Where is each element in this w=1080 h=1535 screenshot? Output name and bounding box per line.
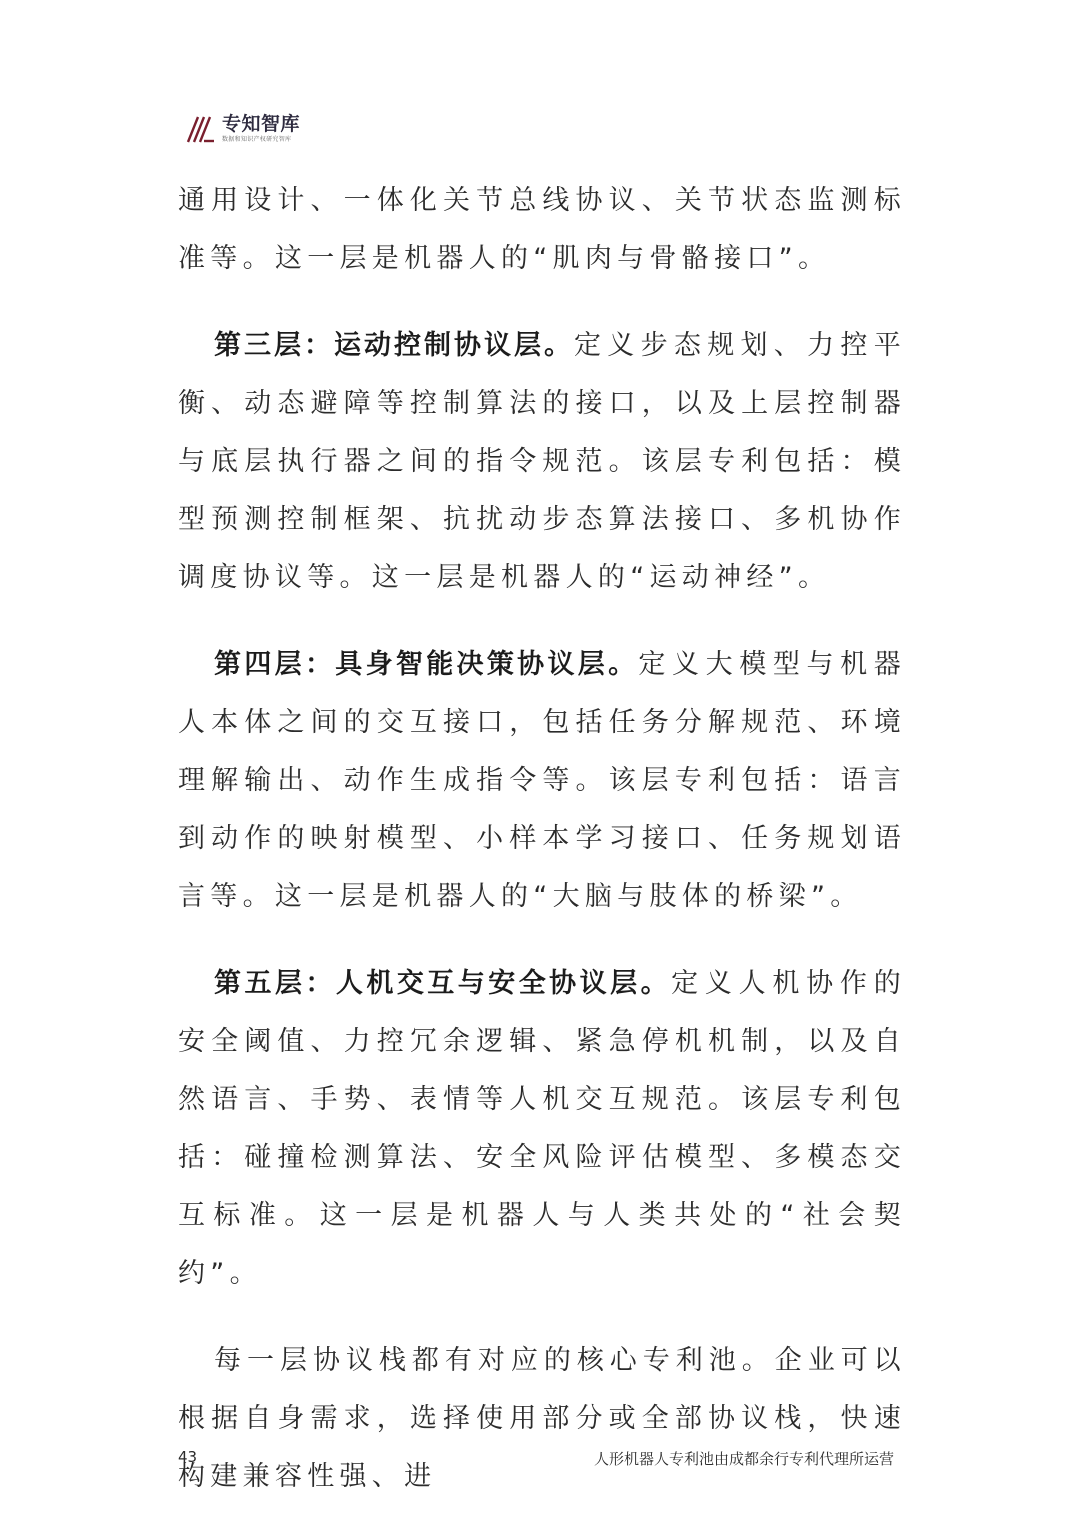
paragraph-lead: 第五层：人机交互与安全协议层。	[214, 968, 672, 999]
footer	[178, 1448, 894, 1469]
paragraph	[178, 636, 906, 926]
footer-note: 人形机器人专利池由成都余行专利代理所运营	[593, 1450, 894, 1468]
logo-subtitle: 数据和知识产权研究智库	[222, 136, 292, 143]
logo-icon	[186, 114, 216, 144]
paragraph-text: 每一层协议栈都有对应的核心专利池。企业可以根据自身需求，选择使用部分或全部协议栈，快速构建兼容性强、进	[178, 1345, 906, 1492]
header	[186, 112, 300, 146]
logo-name: 专知智库	[222, 113, 301, 135]
paragraph-text: 定义步态规划、力控平衡、动态避障等控制算法的接口，以及上层控制器与底层执行器之间的指令规范。该层专利包括：模型预测控制框架、抗扰动步态算法接口、多机协作调度协议等。这一层是机器人的“运动神经”。	[178, 330, 906, 593]
paragraph	[178, 317, 906, 607]
paragraph	[178, 1332, 906, 1506]
page-number: 43	[178, 1448, 198, 1466]
paragraph	[178, 955, 906, 1303]
paragraph-text: 通用设计、一体化关节总线协议、关节状态监测标准等。这一层是机器人的“肌肉与骨骼接口”。	[178, 185, 906, 274]
body-text	[178, 172, 906, 1535]
paragraph-lead: 第三层：运动控制协议层。	[214, 330, 574, 361]
paragraph-text: 定义人机协作的安全阈值、力控冗余逻辑、紧急停机机制，以及自然语言、手势、表情等人机交互规范。该层专利包括：碰撞检测算法、安全风险评估模型、多模态交互标准。这一层是机器人与人类共处的“社会契约”。	[178, 968, 907, 1289]
paragraph-lead: 第四层：具身智能决策协议层。	[214, 649, 639, 680]
paragraph-text: 定义大模型与机器人本体之间的交互接口，包括任务分解规范、环境理解输出、动作生成指令等。该层专利包括：语言到动作的映射模型、小样本学习接口、任务规划语言等。这一层是机器人的“大脑与肢体的桥梁”。	[178, 649, 907, 912]
paragraph	[178, 172, 906, 288]
